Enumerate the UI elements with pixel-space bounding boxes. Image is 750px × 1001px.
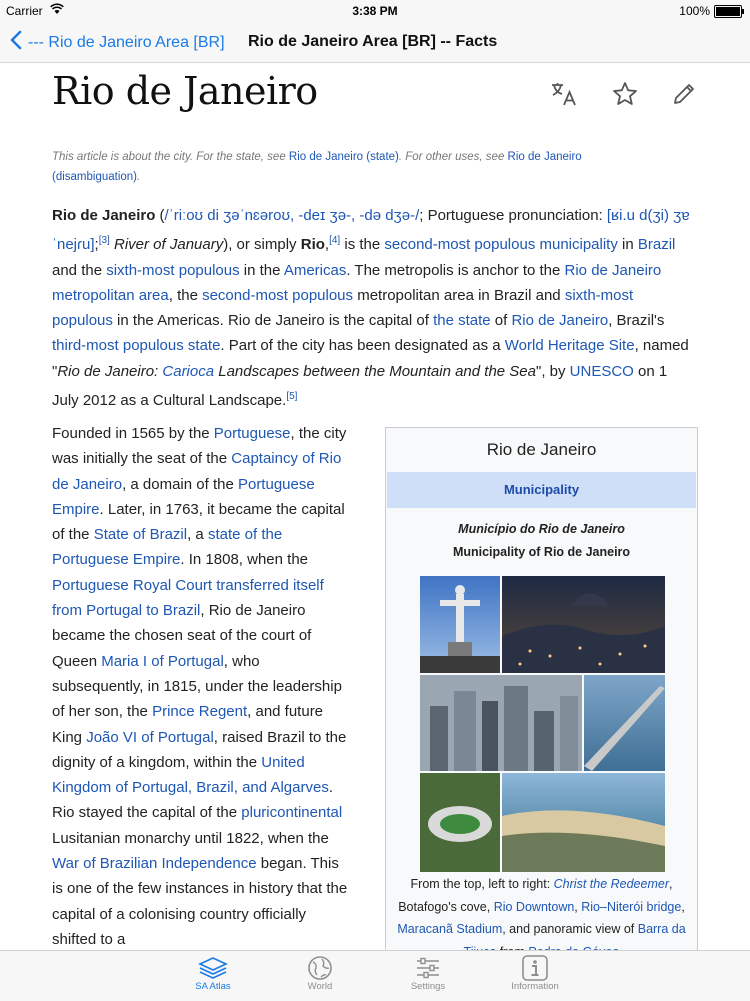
sliders-icon xyxy=(412,955,444,981)
article-link[interactable]: Rio de Janeiro metropolitan area xyxy=(52,261,662,304)
text: . In 1808, when the xyxy=(180,551,309,569)
infobox-native-name: Município do Rio de Janeiro xyxy=(458,522,625,536)
article-link[interactable]: the state xyxy=(433,312,491,330)
infobox-type xyxy=(387,472,696,508)
battery-icon xyxy=(714,5,742,18)
text: in xyxy=(617,236,638,254)
text: , who subsequently, in 1815, under the leadership of her son, the xyxy=(52,652,342,721)
info-icon xyxy=(519,955,551,981)
text: , raised Brazil to the dignity of a kingdom, within the xyxy=(52,728,347,771)
star-icon[interactable] xyxy=(612,81,638,112)
text: is the xyxy=(340,236,385,254)
text: , xyxy=(681,899,685,914)
text: , xyxy=(574,899,582,914)
article-link[interactable]: Portuguese xyxy=(213,425,291,442)
text: . Part of the city has been designated as a xyxy=(220,337,505,355)
text: , a domain of the xyxy=(122,475,238,493)
text: ; Portuguese pronunciation: xyxy=(419,207,607,224)
hatnote-text: . xyxy=(137,171,141,183)
hatnote-text: . For other uses, see xyxy=(398,151,508,163)
text: , and panoramic view of xyxy=(502,922,638,936)
text: . Later, in 1763, it became the capital of the xyxy=(52,500,345,544)
article-link[interactable]: pluricontinental xyxy=(241,804,343,822)
tab-bar xyxy=(0,950,750,1001)
text: ), or simply xyxy=(223,236,301,254)
hatnote xyxy=(52,147,672,187)
article-link[interactable]: UNESCO xyxy=(569,362,634,380)
text: , the city was initially the seat of the xyxy=(52,425,347,468)
globe-icon xyxy=(304,955,336,981)
tab-label: World xyxy=(307,981,333,992)
text: , the xyxy=(168,286,203,304)
article-link[interactable]: Rio de Janeiro xyxy=(511,312,609,330)
text: and the xyxy=(52,261,107,279)
city-photo-collage[interactable] xyxy=(420,576,665,872)
article-link[interactable]: War of Brazilian Independence xyxy=(52,855,257,873)
article-link[interactable]: sixth-most populous xyxy=(106,261,240,279)
barra-da-tijuca-photo xyxy=(502,773,665,872)
text: , named " xyxy=(52,337,689,380)
text: Landscapes between the Mountain and the Sea xyxy=(214,362,536,380)
text: Lusitanian monarchy until 1822, when the xyxy=(52,829,329,847)
ipa-link[interactable]: /ˈriːoʊ di ʒəˈnɛəroʊ, -deɪ ʒə-, -də dʒə-/ xyxy=(164,207,420,224)
tab-label: SA Atlas xyxy=(195,981,231,992)
article-link[interactable]: Portuguese Royal Court transferred itself from Portugal to Brazil xyxy=(52,576,324,620)
carrier-label: Carrier xyxy=(6,4,43,18)
tab-label: Settings xyxy=(410,981,446,992)
text: on 1 July 2012 as a Cultural Landscape. xyxy=(52,362,668,410)
tab-information[interactable] xyxy=(490,953,580,992)
article-link[interactable]: state of the Portuguese Empire xyxy=(52,526,283,569)
status-bar xyxy=(0,0,750,22)
article-link[interactable]: second-most populous xyxy=(202,286,354,304)
article-link[interactable]: Prince Regent xyxy=(152,703,248,721)
article-link[interactable]: World Heritage Site xyxy=(504,337,635,355)
infobox-type-link[interactable]: Municipality xyxy=(503,482,580,497)
history-paragraph xyxy=(52,421,352,952)
text: River of January xyxy=(114,236,224,254)
text: . Rio stayed the capital of the xyxy=(52,779,333,822)
layers-icon xyxy=(197,955,229,981)
back-button[interactable] xyxy=(10,30,225,55)
rio-niteroi-bridge-photo xyxy=(584,675,665,771)
caption-link[interactable]: Maracanã Stadium xyxy=(397,922,503,936)
battery-percent: 100% xyxy=(679,4,710,18)
infobox-title: Rio de Janeiro xyxy=(486,440,597,459)
back-label: --- Rio de Janeiro Area [BR] xyxy=(28,33,225,51)
text: Rio de Janeiro: xyxy=(57,362,163,380)
tab-settings[interactable] xyxy=(383,953,473,992)
citation-link[interactable]: [4] xyxy=(329,235,341,247)
infobox-names xyxy=(386,518,697,564)
clock: 3:38 PM xyxy=(352,4,398,18)
christ-the-redeemer-photo xyxy=(420,576,500,673)
tab-label: Information xyxy=(511,981,559,992)
rio-downtown-photo xyxy=(420,675,582,771)
article-content[interactable] xyxy=(0,63,750,950)
article-link[interactable]: United Kingdom of Portugal, Brazil, and Algarves xyxy=(52,753,329,797)
page-title: Rio de Janeiro xyxy=(52,69,318,113)
ipa-link[interactable]: [ʁi.u d(ʒi) ʒɐˈnejɾu] xyxy=(52,207,690,254)
text: , xyxy=(324,236,330,254)
article-link[interactable]: second-most populous municipality xyxy=(384,236,618,254)
text: ( xyxy=(155,207,165,224)
article-link[interactable]: Portuguese Empire xyxy=(52,475,315,518)
caption-link[interactable]: Barra da xyxy=(637,922,686,936)
text: in the xyxy=(239,261,284,279)
tab-world[interactable] xyxy=(275,953,365,992)
text: , a xyxy=(187,526,208,544)
caption-link[interactable]: Rio Downtown xyxy=(493,899,575,914)
article-link[interactable]: Brazil xyxy=(637,236,676,254)
text: . The metropolis is anchor to the xyxy=(346,261,565,279)
text: began. This is one of the few instances in history that the capital of a colonising country officially shifted to a xyxy=(52,855,348,948)
article-link[interactable]: Maria I of Portugal xyxy=(101,652,224,670)
tab-sa-atlas[interactable] xyxy=(168,953,258,992)
text: ", by xyxy=(536,362,570,380)
hatnote-link-state[interactable]: Rio de Janeiro (state) xyxy=(288,151,399,163)
nav-title: Rio de Janeiro Area [BR] -- Facts xyxy=(248,33,498,50)
text: metropolitan area in Brazil and xyxy=(353,286,565,304)
caption-link[interactable]: Christ the Redeemer xyxy=(553,877,669,891)
article-link[interactable]: Captaincy of Rio de Janeiro xyxy=(52,450,342,493)
article-link[interactable]: third-most populous state xyxy=(52,337,221,355)
text: , and future King xyxy=(52,703,324,746)
text: Founded in 1565 by the xyxy=(52,425,214,442)
article-link[interactable]: Carioca xyxy=(162,362,215,380)
article-link[interactable]: sixth-most populous xyxy=(52,286,634,330)
text: From the top, left to right: xyxy=(410,877,554,891)
text: , Brazil's xyxy=(608,312,665,330)
bold-term: Rio xyxy=(300,236,325,254)
infobox-english-name: Municipality of Rio de Janeiro xyxy=(452,545,631,559)
infobox xyxy=(385,427,698,969)
text: in the Americas. Rio de Janeiro is the capital of xyxy=(112,312,434,330)
article-link[interactable]: State of Brazil xyxy=(93,526,188,544)
translate-icon[interactable] xyxy=(550,81,578,112)
hatnote-text: This article is about the city. For the state, see xyxy=(52,151,289,163)
citation-link[interactable]: [5] xyxy=(286,391,298,403)
navigation-bar xyxy=(0,22,750,63)
botafogo-cove-photo xyxy=(502,576,665,673)
text: of xyxy=(490,312,512,330)
text: , Rio de Janeiro became the chosen seat of the court of Queen xyxy=(52,602,312,670)
bold-term: Rio de Janeiro xyxy=(52,207,156,224)
text: , Botafogo's cove, xyxy=(398,877,673,914)
lead-paragraph xyxy=(52,203,697,413)
hatnote-link-disambiguation[interactable]: Rio de Janeiro (disambiguation) xyxy=(52,151,582,183)
edit-icon[interactable] xyxy=(671,81,697,112)
article-link[interactable]: João VI of Portugal xyxy=(86,728,214,746)
caption-link[interactable]: Rio–Niterói bridge xyxy=(581,899,682,914)
text: ; xyxy=(94,236,99,254)
citation-link[interactable]: [3] xyxy=(98,235,110,247)
chevron-left-icon xyxy=(10,30,22,55)
article-link[interactable]: Americas xyxy=(283,261,347,279)
maracana-stadium-photo xyxy=(420,773,500,872)
